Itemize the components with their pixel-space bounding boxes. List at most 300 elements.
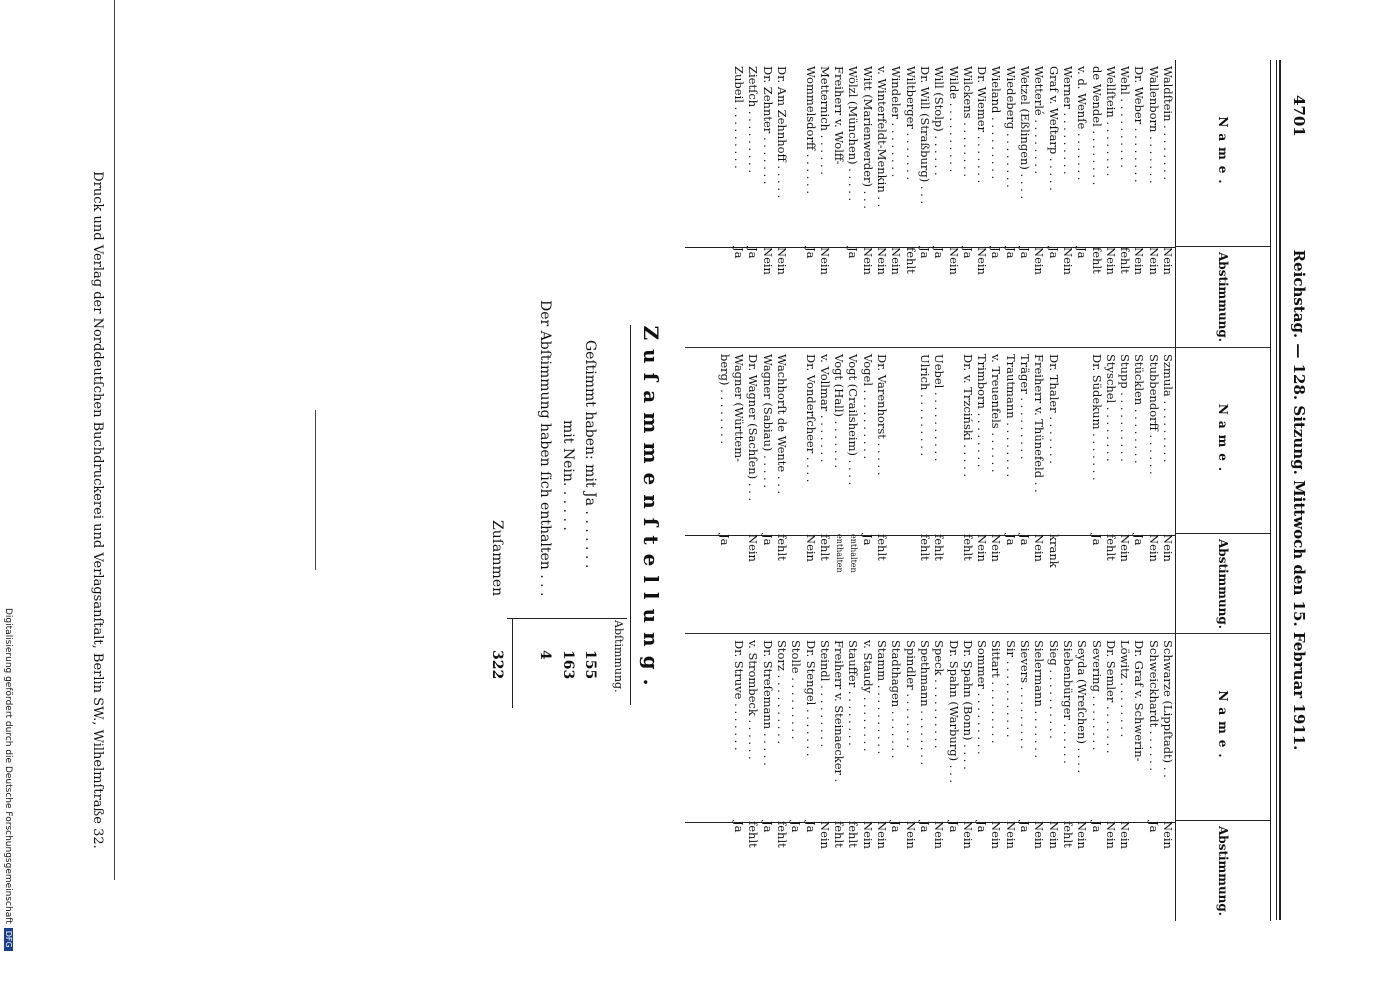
member-name: Stolle . . . . . . . . . [789, 640, 804, 740]
member-name: Szmula . . . . . . . . . [1161, 354, 1175, 463]
table-row [1118, 634, 1132, 921]
table-row [975, 634, 989, 921]
vote-column-divider [685, 247, 1176, 248]
member-vote: Ja [760, 534, 775, 546]
member-name: Will (Stolp) . . . . . . [932, 66, 947, 176]
member-name: Stamm . . . . . . . . . . [875, 640, 890, 755]
member-name: de Wendel . . . . . . . . [1089, 66, 1104, 186]
member-name: Severing . . . . . . . . [1089, 640, 1104, 751]
table-row [889, 634, 903, 921]
member-vote: fehlt [846, 821, 861, 848]
summary-title-rule [630, 325, 631, 705]
member-name: Dr. Wagner (Sachſen) . . . [746, 354, 761, 502]
member-name: Wagner (Sabiau) . . . . . [760, 354, 775, 488]
table-row [1161, 348, 1175, 634]
header-rule [1279, 60, 1281, 920]
member-vote: Nein [1003, 821, 1018, 849]
dfg-logo: DFG [4, 928, 13, 951]
member-vote: fehlt [774, 821, 789, 848]
member-name: v. d. Wenſe . . . . . . . [1075, 66, 1090, 181]
member-name: Freiherr v. Steinaecker . [832, 640, 847, 783]
table-row [918, 60, 932, 347]
table-row [746, 348, 760, 634]
member-name: v. Treuenfels . . . . . . [989, 354, 1004, 473]
table-row [760, 634, 774, 921]
member-vote: Nein [760, 247, 775, 275]
member-vote [903, 526, 917, 634]
member-vote: Nein [1032, 821, 1047, 849]
table-row [746, 634, 760, 921]
member-name: Speck . . . . . . . . . . [932, 640, 947, 749]
vote-column-header: Abstimmung. [1176, 820, 1270, 921]
table-row [875, 60, 889, 347]
table-row [1003, 634, 1017, 921]
summary-row-nein-value: 163 [560, 650, 576, 680]
printer-imprint: Druck und Verlag der Norddeutſchen Buchdruckerei und Verlagsanſtalt, Berlin SW., Wilhelmſtraße 32. [90, 171, 105, 849]
member-vote: Ja [1003, 534, 1018, 546]
member-name: Wetterlé . . . . . . . . [1032, 66, 1047, 175]
member-name: Dr. Wiemer . . . . . . . [975, 66, 990, 184]
member-vote: Nein [1103, 821, 1118, 849]
member-vote: Nein [1118, 534, 1133, 562]
member-name: Dr. Am Zehnhoff . . . . . [774, 66, 789, 199]
member-vote: Nein [1046, 821, 1061, 849]
table-row [1104, 348, 1118, 634]
table-column-2 [685, 347, 1271, 634]
table-row [1132, 634, 1146, 921]
table-row [1075, 634, 1089, 921]
member-name: Wilckens . . . . . . . . [960, 66, 975, 177]
member-vote: Ja [932, 247, 947, 259]
table-row [1061, 634, 1075, 921]
table-row [918, 634, 932, 921]
member-name: v. Strombeck . . . . . . [746, 640, 761, 760]
table-row [961, 60, 975, 347]
table-row [789, 348, 803, 634]
member-name [889, 348, 903, 526]
member-name: Ulrich . . . . . . . . . [917, 354, 932, 457]
table-row [989, 60, 1003, 347]
member-vote: Nein [932, 821, 947, 849]
member-vote: Nein [803, 534, 818, 562]
member-name: Schweickhardt . . . . . . [1146, 640, 1161, 772]
table-row [1118, 60, 1132, 347]
table-row [946, 634, 960, 921]
member-name: Witt (Marienwerder) . . . [860, 66, 875, 209]
member-name: berg) . . . . . . . . [717, 354, 732, 445]
member-name [946, 348, 960, 526]
table-row [932, 634, 946, 921]
member-vote [1132, 813, 1146, 921]
table-row [1118, 348, 1132, 634]
table-header [1175, 348, 1270, 634]
member-vote [1075, 526, 1089, 634]
table-row [775, 348, 789, 634]
member-name: Siebenbürger . . . . . . [1060, 640, 1075, 764]
member-vote: fehlt [875, 534, 890, 561]
member-vote: Nein [1132, 247, 1147, 275]
table-row [1032, 348, 1046, 634]
member-name: Stadthagen . . . . . . . [889, 640, 904, 759]
member-vote: Ja [803, 821, 818, 833]
member-vote: Nein [975, 534, 990, 562]
member-name: Stücklen . . . . . . . . [1132, 354, 1147, 464]
name-column-header: Name. [1216, 403, 1230, 478]
member-vote: Nein [946, 247, 961, 275]
summary-row-ja-label: Geſtimmt haben: mit Ja . . . . . . . [582, 340, 598, 569]
vote-column-divider [685, 822, 1176, 823]
member-vote: fehlt [903, 247, 918, 274]
member-name: Freiherr v. Thünefeld . . [1032, 354, 1047, 493]
table-row [832, 348, 846, 634]
member-vote: Nein [746, 534, 761, 562]
table-row [860, 60, 874, 347]
table-header [1175, 60, 1270, 347]
table-row [1018, 634, 1032, 921]
member-name: Dr. Varenhorst . . . . . [875, 354, 890, 476]
member-name: Wehl . . . . . . . . . . [1118, 66, 1133, 168]
name-column-header: Name. [1216, 116, 1230, 190]
member-name: Sir . . . . . . . . . . . [1003, 640, 1018, 738]
member-name: Sieg . . . . . . . . . . [1046, 640, 1061, 739]
table-row [961, 348, 975, 634]
member-name: Stauffer . . . . . . . . [846, 640, 861, 746]
member-vote: Nein [960, 821, 975, 849]
header-rule-thin [1276, 60, 1277, 920]
member-vote: fehlt [1060, 821, 1075, 848]
member-name: Spindler . . . . . . . . [903, 640, 918, 749]
table-row [789, 60, 803, 347]
summary-total-label: Zuſammen [489, 520, 505, 597]
member-name: Dr. Zehnter . . . . . . . [760, 66, 775, 185]
member-vote: Nein [1146, 534, 1161, 562]
table-row [1032, 60, 1046, 347]
member-vote: enthalten [849, 534, 859, 573]
member-name: Trautmann . . . . . . . . [1003, 354, 1018, 478]
member-vote: Nein [774, 247, 789, 275]
member-vote: Ja [1075, 247, 1090, 259]
table-row [1046, 634, 1060, 921]
member-vote: Nein [989, 534, 1004, 562]
member-name: Wallenborn . . . . . . . [1146, 66, 1161, 184]
member-name: Sommer . . . . . . . . . [975, 640, 990, 755]
member-name: Waldſtein . . . . . . . . [1161, 66, 1175, 180]
member-vote: Ja [1046, 247, 1061, 259]
member-name: Stubbendorff . . . . . . [1146, 354, 1161, 475]
table-row [989, 348, 1003, 634]
table-row [1132, 348, 1146, 634]
member-name: Wachhorſt de Wente . . . [774, 354, 789, 495]
member-vote [732, 526, 746, 634]
separator-rule [315, 410, 316, 570]
member-name: Dr. Streſemann . . . . . [760, 640, 775, 766]
table-row [860, 348, 874, 634]
member-name: Dr. v. Trzciński . . . . . [960, 354, 975, 478]
table-row [1104, 60, 1118, 347]
vote-column-header: Abstimmung. [1176, 533, 1270, 634]
member-name: Storz . . . . . . . . . . [774, 640, 789, 745]
table-row [732, 348, 746, 634]
member-name: Spethmann . . . . . . . . [917, 640, 932, 766]
table-row [946, 348, 960, 634]
member-name: v. Vollmar . . . . . . . [817, 354, 832, 463]
page-title: Reichstag. — 128. Sitzung. Mittwoch den 15. Februar 1911. [1290, 249, 1308, 751]
table-row [875, 348, 889, 634]
member-vote: Nein [860, 821, 875, 849]
table-row [832, 60, 846, 347]
member-vote: fehlt [774, 534, 789, 561]
table-row [1104, 634, 1118, 921]
table-row [1003, 348, 1017, 634]
member-vote: Ja [917, 247, 932, 259]
member-name [789, 60, 803, 239]
member-name: v. Winterfeldt-Menkin . . [875, 66, 890, 208]
vote-column-divider [685, 535, 1176, 536]
member-vote: Ja [1003, 247, 1018, 259]
table-row [1146, 634, 1160, 921]
page-header [1284, 0, 1308, 1000]
table-row [1032, 634, 1046, 921]
member-name: v. Staudy . . . . . . . . [860, 640, 875, 752]
member-vote: Nein [889, 247, 904, 275]
member-vote: fehlt [832, 821, 847, 848]
summary-row-abstain-label: Der Abſtimmung haben ſich enthalten . . . [537, 300, 553, 597]
summary-total-value: 322 [489, 650, 505, 680]
member-vote: Ja [1018, 247, 1033, 259]
table-row [846, 60, 860, 347]
table-row [732, 60, 746, 347]
member-name: Vogt (Hall) . . . . . . . [832, 354, 847, 469]
member-name: Wommelsdorff . . . . . . [803, 66, 818, 194]
table-row [903, 348, 917, 634]
member-vote: Ja [860, 534, 875, 546]
member-name: Träger . . . . . . . . . [1018, 354, 1033, 460]
table-row [1018, 348, 1032, 634]
table-column-3 [685, 633, 1271, 921]
member-vote: Ja [846, 247, 861, 259]
member-name [1075, 348, 1089, 526]
table-row [875, 634, 889, 921]
table-row [903, 60, 917, 347]
vote-column-header: Abstimmung. [1176, 246, 1270, 347]
member-name [1061, 348, 1075, 526]
table-row [1075, 60, 1089, 347]
member-vote: Nein [1161, 534, 1175, 562]
name-column-header: Name. [1216, 690, 1230, 764]
member-name: Wiltberger . . . . . . . [903, 66, 918, 181]
table-row [789, 634, 803, 921]
member-vote: Nein [817, 247, 832, 275]
table-row [1146, 348, 1160, 634]
member-vote: Ja [1132, 534, 1147, 546]
member-vote [832, 239, 846, 347]
member-name: Werner . . . . . . . . . [1060, 66, 1075, 175]
member-vote: Nein [875, 247, 890, 275]
member-vote [889, 526, 903, 634]
table-row [1089, 348, 1103, 634]
member-vote: Nein [903, 821, 918, 849]
member-vote: Nein [1161, 821, 1175, 849]
table-row [975, 348, 989, 634]
table-row [860, 634, 874, 921]
table-row [975, 60, 989, 347]
member-name: Dr. Weber . . . . . . . . [1132, 66, 1147, 183]
table-row [832, 634, 846, 921]
member-vote [789, 526, 803, 634]
member-vote: Ja [760, 821, 775, 833]
table-row [1018, 60, 1032, 347]
member-name: Wellſtein . . . . . . . . [1103, 66, 1118, 177]
summary-row-abstain-value: 4 [537, 650, 553, 660]
vote-tables [686, 60, 1271, 920]
table-row [1003, 60, 1017, 347]
summary-block [263, 300, 663, 700]
table-row [1146, 60, 1160, 347]
member-vote: Nein [1103, 247, 1118, 275]
member-vote: fehlt [746, 821, 761, 848]
member-name: Wilde . . . . . . . . . . [946, 66, 961, 173]
member-vote: Ja [1146, 821, 1161, 833]
table-row [1089, 634, 1103, 921]
member-name: Vogel . . . . . . . . . . [860, 354, 875, 460]
member-vote: Ja [1089, 534, 1104, 546]
credit-text: Digitalisierung gefördert durch die Deutsche Forschungsgemeinschaft [3, 608, 13, 924]
summary-total-rule [512, 618, 513, 708]
table-row [760, 348, 774, 634]
table-row [846, 634, 860, 921]
digitization-credit [3, 608, 13, 951]
member-name: Wölzl (München) . . . . . [846, 66, 861, 202]
member-vote: Nein [1060, 247, 1075, 275]
member-name: Freiherr v. Wolff- [832, 66, 847, 165]
table-row [746, 60, 760, 347]
member-name: Dr. Semler . . . . . . . [1103, 640, 1118, 754]
member-vote [946, 526, 960, 634]
table-row [1046, 60, 1060, 347]
member-vote: fehlt [817, 534, 832, 561]
member-name [789, 348, 803, 526]
member-vote: Nein [1032, 534, 1047, 562]
member-vote [1061, 526, 1075, 634]
member-name: Styschel . . . . . . . . [1103, 354, 1118, 462]
member-name: Sielermann . . . . . . . [1032, 640, 1047, 759]
table-row [946, 60, 960, 347]
page-number: 4701 [1290, 95, 1308, 137]
member-name: Sittart . . . . . . . . . [989, 640, 1004, 744]
member-vote: Nein [975, 247, 990, 275]
member-vote: Ja [975, 821, 990, 833]
member-name: Schwarze (Lippſtadt) . . [1161, 640, 1175, 778]
member-name [903, 348, 917, 526]
table-row [1046, 348, 1060, 634]
table-row [718, 348, 732, 634]
table-header [1175, 634, 1270, 921]
member-name: Trimborn . . . . . . . . [975, 354, 990, 468]
member-vote: Nein [860, 247, 875, 275]
table-row [803, 634, 817, 921]
member-vote: Ja [1018, 821, 1033, 833]
table-row [1061, 60, 1075, 347]
member-vote: enthalten [835, 534, 845, 573]
member-vote: Nein [1118, 821, 1133, 849]
member-name: Dr. Will (Straßburg) . . . [917, 66, 932, 205]
member-name: Sievers . . . . . . . . . [1018, 640, 1033, 749]
member-name: Dr. Vonderſcheer . . . . [803, 354, 818, 483]
member-name: Wieland . . . . . . . . . [989, 66, 1004, 180]
member-name: Dr. Südekum . . . . . . . [1089, 354, 1104, 481]
member-vote: fehlt [917, 534, 932, 561]
member-name: Wetzel (Eßlingen) . . . . [1018, 66, 1033, 200]
summary-divider [507, 618, 627, 619]
table-row [760, 60, 774, 347]
table-row [1089, 60, 1103, 347]
table-row [818, 60, 832, 347]
member-vote: fehlt [1118, 247, 1133, 274]
member-name: Dr. Graf v. Schwerin- [1132, 640, 1147, 762]
member-vote: Nein [875, 821, 890, 849]
table-row [803, 348, 817, 634]
table-row [903, 634, 917, 921]
member-vote: krank [1046, 534, 1061, 568]
footer-rule [114, 0, 115, 880]
member-vote: Ja [917, 821, 932, 833]
table-row [889, 60, 903, 347]
member-name: Zubeil . . . . . . . . . [732, 66, 747, 169]
member-name: Windeler . . . . . . . . [889, 66, 904, 178]
summary-title: Zuſammenſtellung. [639, 325, 663, 695]
table-column-1 [685, 60, 1271, 347]
member-name: Dr. Spahn (Bonn) . . . . [960, 640, 975, 770]
summary-vote-header: Abſtimmung. [612, 620, 625, 693]
member-name: Wagner (Württem- [732, 354, 747, 462]
member-vote: Ja [732, 821, 747, 833]
member-name: Graf v. Weſtarp . . . . . [1046, 66, 1061, 191]
member-vote: Ja [889, 821, 904, 833]
member-name: Stupp . . . . . . . . . . [1118, 354, 1133, 462]
summary-row-ja-value: 155 [582, 650, 598, 680]
member-vote: Ja [1018, 534, 1033, 546]
table-row [1161, 634, 1175, 921]
member-vote: Ja [789, 821, 804, 833]
member-vote: fehlt [1089, 247, 1104, 274]
member-vote: Nein [817, 821, 832, 849]
member-vote: Ja [732, 247, 747, 259]
member-vote: Ja [803, 247, 818, 259]
table-row [918, 348, 932, 634]
table-row [775, 60, 789, 347]
member-vote: Nein [989, 821, 1004, 849]
member-name: Uebel . . . . . . . . . . [932, 354, 947, 462]
table-row [1161, 60, 1175, 347]
table-row [932, 348, 946, 634]
member-vote: Nein [1146, 247, 1161, 275]
member-name: Metternich . . . . . . [817, 66, 832, 175]
member-vote: Ja [946, 821, 961, 833]
table-row [803, 60, 817, 347]
member-vote: fehlt [932, 534, 947, 561]
table-row [932, 60, 946, 347]
member-name: Dr. Struve . . . . . . . [732, 640, 747, 751]
table-row [732, 634, 746, 921]
member-vote: fehlt [1103, 534, 1118, 561]
table-row [1061, 348, 1075, 634]
member-vote: Ja [989, 247, 1004, 259]
table-row [889, 348, 903, 634]
table-row [775, 634, 789, 921]
member-name: Zietſch . . . . . . . . . [746, 66, 761, 173]
table-row [818, 634, 832, 921]
member-vote: Ja [960, 247, 975, 259]
